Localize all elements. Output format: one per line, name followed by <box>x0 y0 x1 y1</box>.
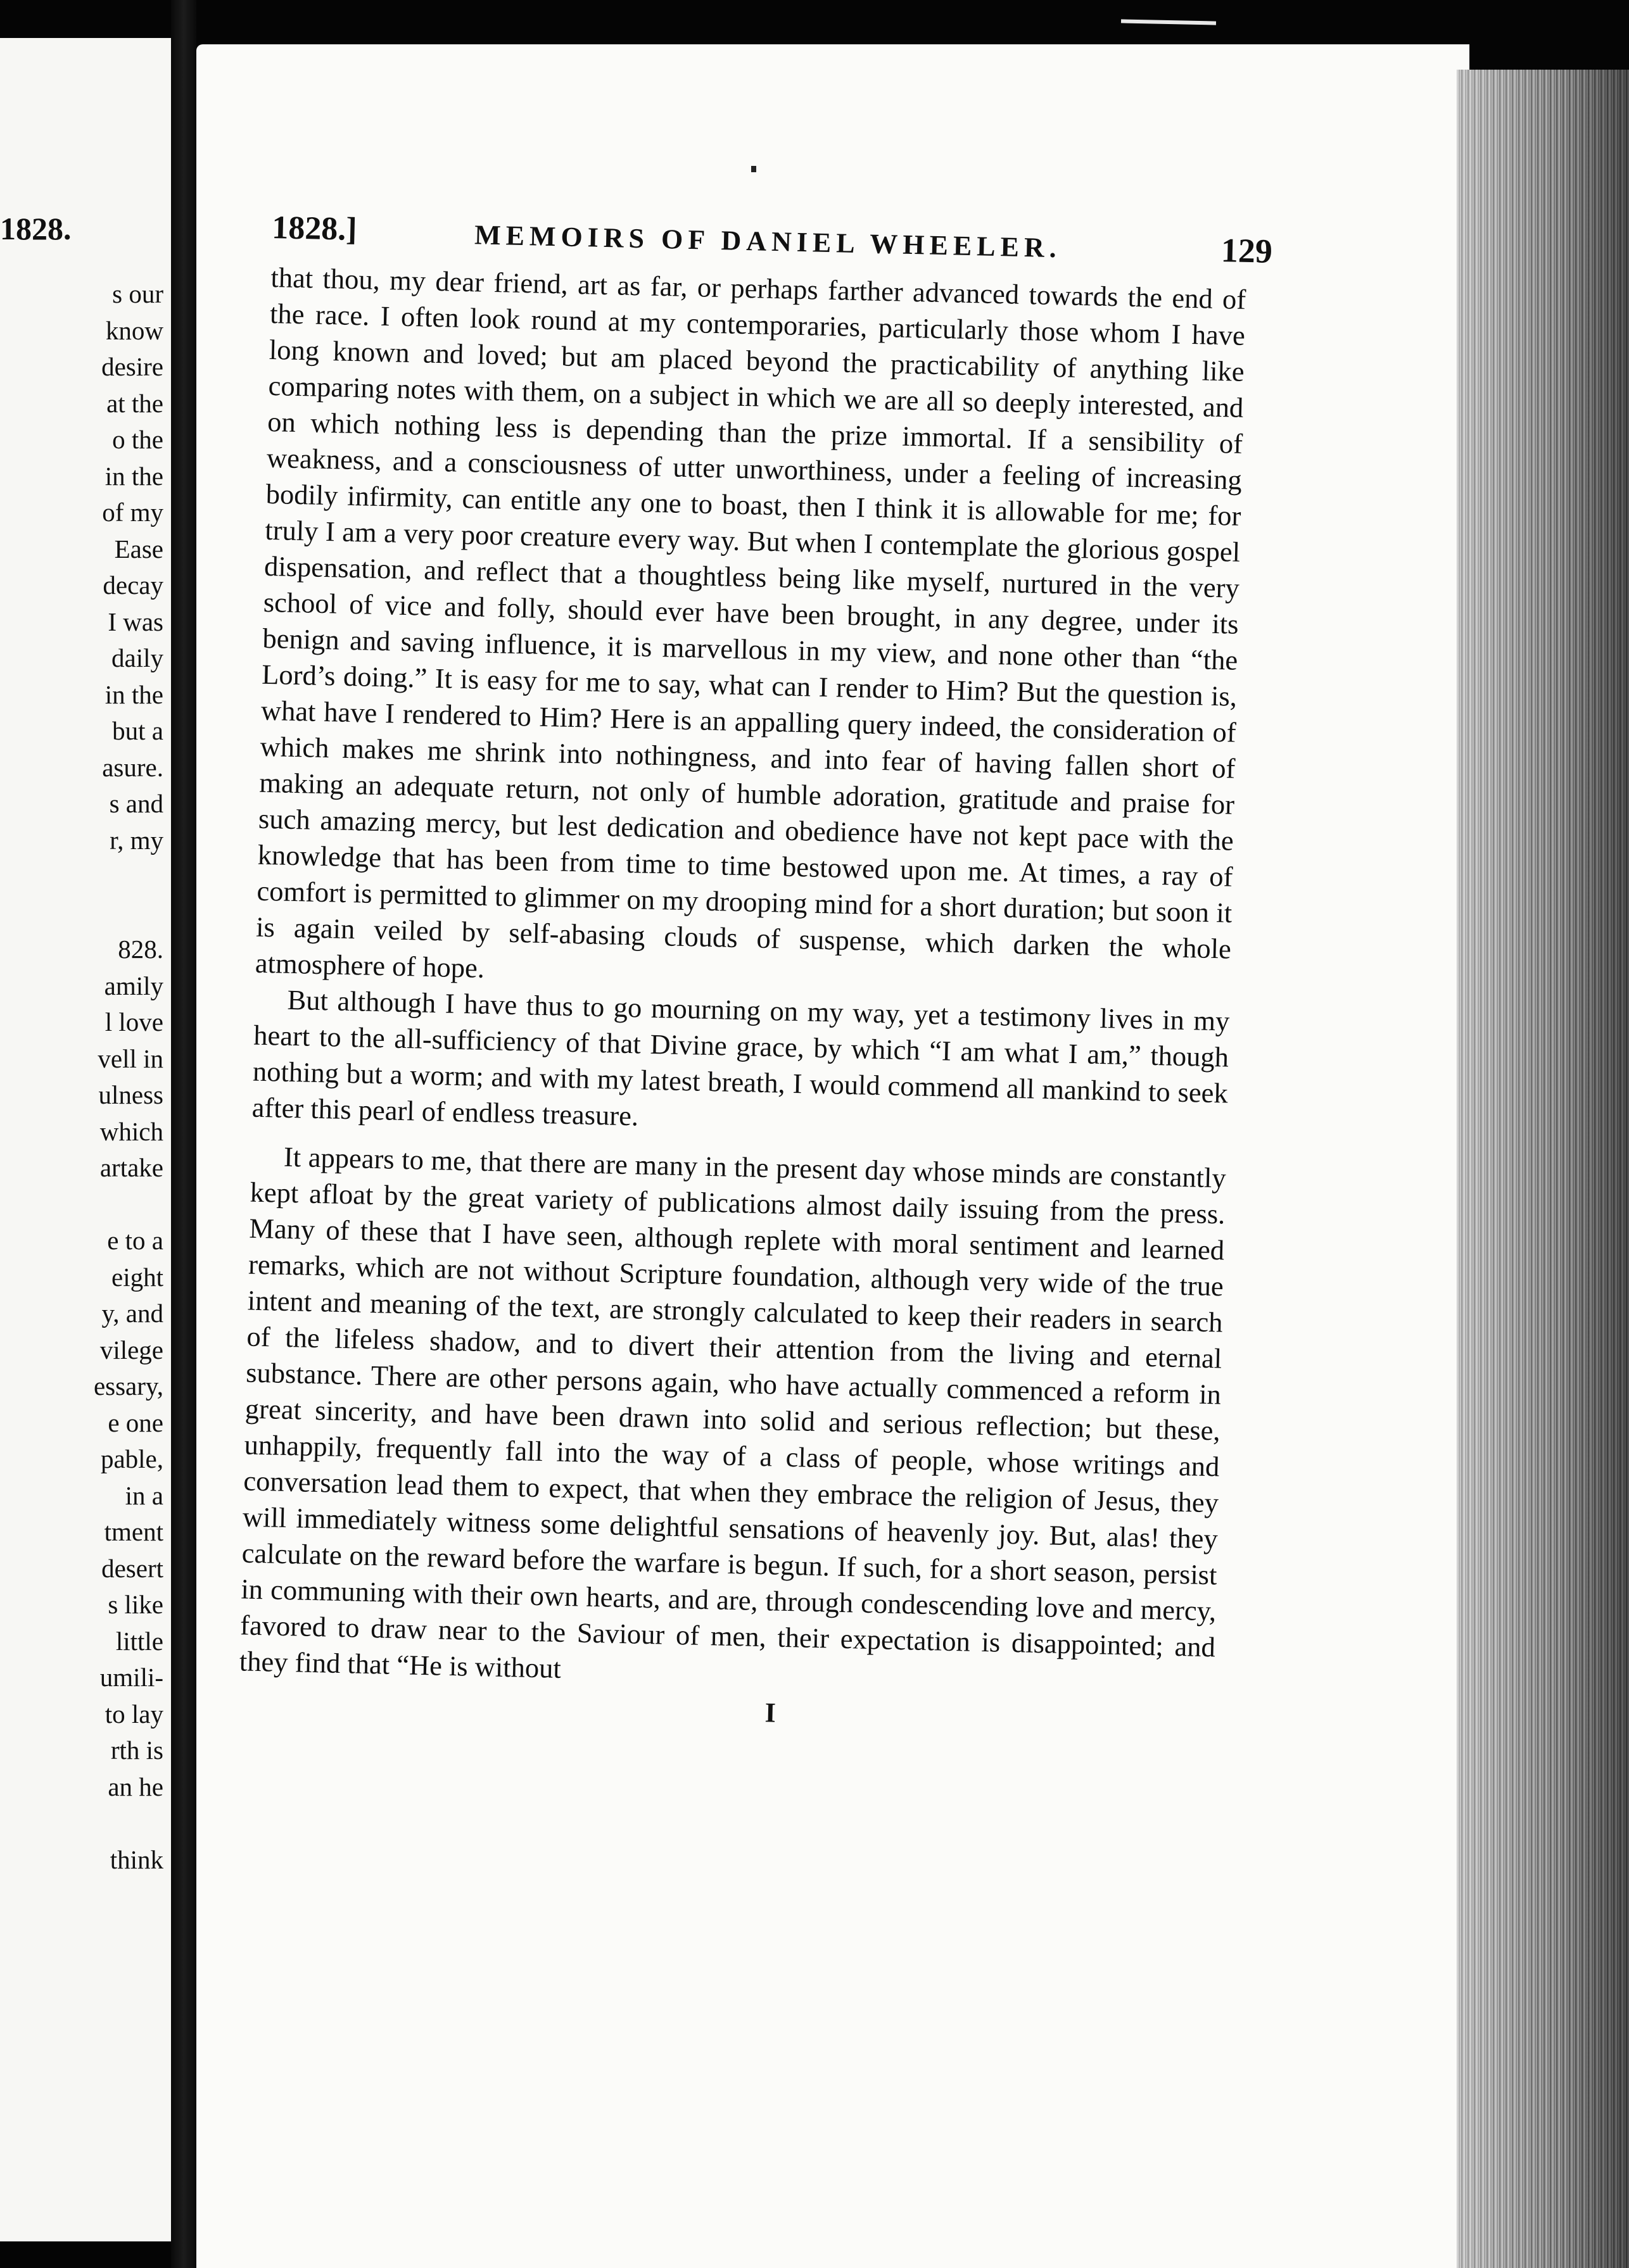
running-head-title: MEMOIRS OF DANIEL WHEELER. <box>474 219 1062 264</box>
left-page-line-fragment: vell in <box>98 1043 163 1073</box>
left-page-line-fragment: vilege <box>99 1335 163 1364</box>
left-page-line-fragment: umili- <box>99 1663 163 1692</box>
page-text-block <box>238 209 1273 1739</box>
paragraph-3: It appears to me, that there are many in the present day whose minds are constantly kept afloat by the great variety of publications almost daily issuing from the press. Many of these that I have seen, although replete with moral sentiment and learned remarks, which are not without Scripture foundation, although very wide of the true intent and meaning of the text, are strongly calculated to keep their readers in search of the lifeless shadow, and to divert their attention from the living and eternal substance. There are other persons again, who have actually commenced a reform in great sincerity, and have been drawn into solid and serious reflection; but these, unhappily, frequently fall into the way of a class of people, whose writings and conversation lead them to expect, that when they embrace the religion of Jesus, they will immediately witness some delightful sensations of heavenly joy. But, alas! they calculate on the reward before the warfare is begun. If such, for a short season, persist in communing with their own hearts, and are, through condescending love and mercy, favored to draw near to the Saviour of men, their expectation is disappointed; and they find that “He is without <box>239 1140 1227 1684</box>
left-page-line-fragment: but a <box>112 716 163 745</box>
page-number: 129 <box>1220 231 1273 270</box>
left-page-line-fragment: in a <box>125 1480 163 1510</box>
book-gutter <box>171 0 196 2268</box>
left-page-line-fragment: rth is <box>110 1736 163 1765</box>
paragraph-2: But although I have thus to go mourning on my way, yet a testimony lives in my heart to the all-sufficiency of that Divine grace, by which “I am what I am,” though nothing but a worm; and with my latest breath, I would commend all mankind to seek after this pearl of endless treasure. <box>251 983 1230 1132</box>
left-page-line-fragment: decay <box>103 570 163 600</box>
left-page-line-fragment: in the <box>105 679 163 709</box>
left-page-line-fragment: tment <box>104 1517 163 1546</box>
left-page-line-fragment: l love <box>105 1007 163 1036</box>
left-page-line-fragment: daily <box>111 643 163 672</box>
left-page-line-fragment: 828. <box>118 935 163 964</box>
left-page-line-fragment: artake <box>99 1153 163 1182</box>
left-page-line-fragment: know <box>105 315 163 345</box>
left-page-line-fragment: desert <box>101 1553 163 1583</box>
left-page-line-fragment: desire <box>101 352 163 381</box>
left-page-line-fragment: little <box>115 1626 163 1656</box>
ink-speck <box>751 166 756 172</box>
left-page-line-fragment: ulness <box>98 1080 163 1109</box>
left-page-line-fragment: of my <box>102 498 163 527</box>
left-page-line-fragment: asure. <box>102 752 163 782</box>
left-page-line-fragment: s our <box>112 279 163 308</box>
scan-edge-mark <box>1121 19 1216 25</box>
left-page-header-fragment: 1828. <box>0 211 72 246</box>
left-page-line-fragment: at the <box>106 388 163 418</box>
left-page-line-fragment: eight <box>111 1262 163 1292</box>
left-page-line-fragment: an he <box>108 1772 163 1801</box>
left-page-line-fragment: y, and <box>101 1299 163 1328</box>
left-page-line-fragment: o the <box>112 425 163 454</box>
left-page-line-fragment: I was <box>108 607 163 636</box>
left-page-line-fragment: in the <box>105 461 163 491</box>
page-edge-stack <box>1457 70 1629 2268</box>
paragraph-1: that thou, my dear friend, art as far, or perhaps farther advanced towards the end of the race. I often look round at my contemporaries, particularly those whom I have long known and loved; but am placed beyond the practicability of anything like comparing notes with them, on a subject in which we are all so deeply interested, and on which nothing less is depending than the prize immortal. If a sensibility of weakness, and a consciousness of utter unworthiness, under a feeling of increasing bodily infirmity, can entitle any one to boast, then I think it is allowable for me; for truly I am a very poor creature every way. But when I contemplate the glorious gospel dispensation, and reflect that a thoughtless being like myself, nurtured in the very school of vice and folly, should ever have been brought, in any degree, under its benign and saving influence, it is marvellous in my view, and none other than “the Lord’s doing.” It is easy for me to say, what can I render to Him? But the question is, what have I rendered to Him? Here is an appalling query indeed, the consideration of which makes me shrink into nothingness, and into fear of having fallen short of making an adequate return, not only of humble adoration, gratitude and praise for such amazing mercy, but lest dedication and obedience have not kept pace with the knowledge that has been from time to time bestowed upon me. At times, a ray of comfort is permitted to glimmer on my drooping mind for a short duration; but soon it is again veiled by self-abasing clouds of suspense, which darken the whole atmosphere of hope. <box>255 261 1246 984</box>
left-page-line-fragment: which <box>99 1116 163 1146</box>
left-page-line-fragment: s and <box>109 789 163 818</box>
left-page-line-fragment: to lay <box>105 1699 163 1729</box>
left-page-line-fragment: Ease <box>114 534 163 564</box>
left-page-line-fragment: r, my <box>110 825 163 855</box>
left-page-line-fragment: e one <box>108 1408 163 1437</box>
left-page-line-fragment: pable, <box>100 1444 163 1473</box>
left-page-line-fragment: essary, <box>93 1371 163 1401</box>
left-page-line-fragment: e to a <box>107 1226 163 1255</box>
signature-mark: I <box>764 1697 776 1729</box>
running-head-year: 1828.] <box>271 209 358 248</box>
left-page-line-fragment: amily <box>104 971 163 1000</box>
left-facing-page <box>0 38 171 2241</box>
left-page-line-fragment: think <box>110 1844 163 1874</box>
left-page-line-fragment: s like <box>108 1590 163 1619</box>
